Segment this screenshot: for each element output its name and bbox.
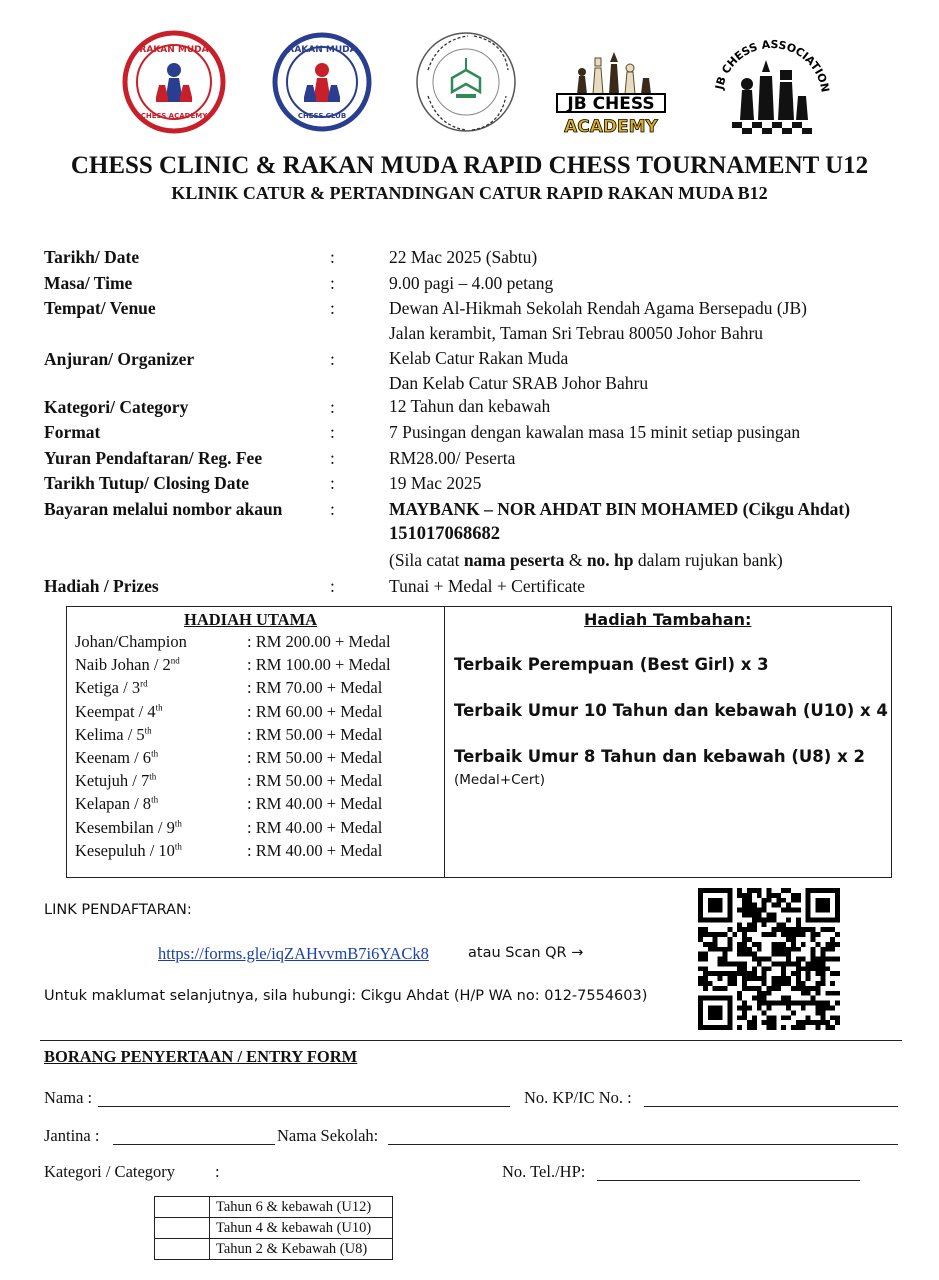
ic-label: No. KP/IC No. : (524, 1088, 632, 1107)
logo4-line2: ACADEMY (564, 117, 658, 137)
payment-note: (Sila catat nama peserta & no. hp dalam rujukan bank) (389, 550, 783, 570)
category-option-label: Tahun 6 & kebawah (U12) (210, 1197, 393, 1218)
prizes-value: Tunai + Medal + Certificate (389, 576, 585, 596)
category-checkbox[interactable] (155, 1218, 210, 1239)
payment-label: Bayaran melalui nombor akaun (44, 499, 283, 519)
category-checkbox[interactable] (155, 1239, 210, 1260)
format-colon: : (330, 422, 335, 442)
prize-amount: : RM 70.00 + Medal (247, 678, 383, 698)
school-field[interactable] (388, 1144, 898, 1145)
prize-place: Kelima / 5th (75, 724, 152, 744)
logo1-bottom-text: CHESS ACADEMY (140, 112, 208, 120)
logo2-top-text: RAKAN MUDA (287, 45, 357, 55)
page-title: CHESS CLINIC & RAKAN MUDA RAPID CHESS TOURNAMENT U12 (70, 152, 869, 179)
logo2-bottom-text: CHESS CLUB (297, 112, 347, 120)
main-prizes-heading: HADIAH UTAMA (184, 610, 318, 629)
prize-place: Naib Johan / 2nd (75, 655, 180, 675)
prizes-colon: : (330, 576, 335, 596)
logo5-arc-text: JB CHESS ASSOCIATION (712, 37, 832, 94)
prize-place: Kelapan / 8th (75, 794, 159, 814)
time-label: Masa/ Time (44, 273, 133, 293)
venue-colon: : (330, 298, 335, 318)
prize-amount: : RM 50.00 + Medal (247, 771, 383, 791)
prize-place: Ketujuh / 7th (75, 771, 157, 791)
format-label: Format (44, 422, 101, 442)
fee-label: Yuran Pendaftaran/ Reg. Fee (44, 448, 263, 468)
ic-field[interactable] (644, 1106, 898, 1107)
contact-text: Untuk maklumat selanjutnya, sila hubungi: Cikgu Ahdat (H/P WA no: 012-7554603) (44, 988, 648, 1004)
category-option-label: Tahun 4 & kebawah (U10) (210, 1218, 393, 1239)
prize-place: Kesepuluh / 10th (75, 840, 182, 860)
closing-value: 19 Mac 2025 (389, 473, 482, 493)
prize-amount: : RM 50.00 + Medal (247, 724, 383, 744)
extra-prizes-heading: Hadiah Tambahan: (584, 610, 752, 629)
jb-chess-association-logo (710, 28, 834, 147)
registration-label: LINK PENDAFTARAN: (44, 902, 192, 918)
prize-place: Ketiga / 3rd (75, 678, 148, 698)
date-value: 22 Mac 2025 (Sabtu) (389, 247, 538, 267)
extra-prize-best-girl: Terbaik Perempuan (Best Girl) x 3 (454, 655, 769, 674)
entry-form-heading: BORANG PENYERTAAN / ENTRY FORM (44, 1047, 358, 1066)
prize-box (66, 606, 892, 878)
category-checkbox[interactable] (155, 1197, 210, 1218)
gender-field[interactable] (113, 1144, 275, 1145)
fee-value: RM28.00/ Peserta (389, 448, 516, 468)
prize-place: Kesembilan / 9th (75, 817, 182, 837)
organizer-label: Anjuran/ Organizer (44, 349, 195, 369)
category-value: 12 Tahun dan kebawah (389, 396, 551, 416)
organizer-colon: : (330, 349, 335, 369)
payment-colon: : (330, 499, 335, 519)
date-label: Tarikh/ Date (44, 247, 140, 267)
category-option-row[interactable] (155, 1218, 393, 1239)
name-label: Nama : (44, 1088, 93, 1107)
prize-amount: : RM 40.00 + Medal (247, 840, 383, 860)
prizes-label: Hadiah / Prizes (44, 576, 159, 596)
name-field[interactable] (98, 1106, 510, 1107)
category-options-table (154, 1196, 393, 1260)
prize-place: Keenam / 6th (75, 748, 159, 767)
logo1-top-text: RAKAN MUDA (139, 45, 209, 55)
organizer-line1: Kelab Catur Rakan Muda (389, 348, 569, 368)
venue-line2: Jalan kerambit, Taman Sri Tebrau 80050 Johor Bahru (389, 323, 764, 343)
jb-chess-academy-logo (555, 44, 667, 143)
registration-link[interactable]: https://forms.gle/iqZAHvvmB7i6YACk8 (158, 944, 429, 963)
extra-prize-u10: Terbaik Umur 10 Tahun dan kebawah (U10) x 4 (454, 701, 888, 720)
prize-amount: : RM 50.00 + Medal (247, 748, 383, 767)
closing-colon: : (330, 473, 335, 493)
rakan-muda-chess-academy-logo (122, 30, 226, 139)
prize-amount: : RM 40.00 + Medal (247, 794, 383, 814)
time-colon: : (330, 273, 335, 293)
format-value: 7 Pusingan dengan kawalan masa 15 minit setiap pusingan (389, 422, 801, 442)
payment-bank: MAYBANK – NOR AHDAT BIN MOHAMED (Cikgu Ahdat) (389, 499, 851, 519)
venue-label: Tempat/ Venue (44, 298, 156, 318)
category-colon: : (330, 397, 335, 417)
school-label: Nama Sekolah: (277, 1126, 379, 1145)
extra-prize-u8: Terbaik Umur 8 Tahun dan kebawah (U8) x 2 (454, 747, 865, 766)
closing-label: Tarikh Tutup/ Closing Date (44, 473, 250, 493)
logo4-line1: JB CHESS (567, 94, 655, 114)
category-option-label: Tahun 2 & Kebawah (U8) (210, 1239, 393, 1260)
page-subtitle: KLINIK CATUR & PERTANDINGAN CATUR RAPID RAKAN MUDA B12 (171, 183, 768, 203)
section-divider (40, 1040, 902, 1041)
fee-colon: : (330, 448, 335, 468)
prize-place: Johan/Champion (75, 632, 187, 651)
date-colon: : (330, 247, 335, 267)
qr-code[interactable] (698, 888, 840, 1035)
gender-label: Jantina : (44, 1126, 100, 1145)
category-form-colon: : (215, 1162, 220, 1181)
school-crest-logo (414, 30, 518, 139)
prize-box-divider (444, 606, 445, 878)
category-form-label: Kategori / Category (44, 1162, 176, 1181)
organizer-line2: Dan Kelab Catur SRAB Johor Bahru (389, 373, 649, 393)
category-label: Kategori/ Category (44, 397, 189, 417)
phone-field[interactable] (597, 1180, 860, 1181)
prize-amount: : RM 40.00 + Medal (247, 817, 383, 837)
phone-label: No. Tel./HP: (502, 1162, 586, 1181)
payment-account: 151017068682 (389, 524, 500, 544)
prize-amount: : RM 60.00 + Medal (247, 701, 383, 721)
extra-prize-note: (Medal+Cert) (454, 772, 545, 788)
time-value: 9.00 pagi – 4.00 petang (389, 273, 554, 293)
venue-line1: Dewan Al-Hikmah Sekolah Rendah Agama Bersepadu (JB) (389, 298, 807, 318)
category-option-row[interactable] (155, 1239, 393, 1260)
scan-qr-text: atau Scan QR → (468, 945, 584, 961)
rakan-muda-chess-club-logo (272, 30, 372, 139)
prize-place: Keempat / 4th (75, 701, 163, 721)
prize-amount: : RM 200.00 + Medal (247, 632, 391, 651)
prize-amount: : RM 100.00 + Medal (247, 655, 391, 675)
category-option-row[interactable] (155, 1197, 393, 1218)
